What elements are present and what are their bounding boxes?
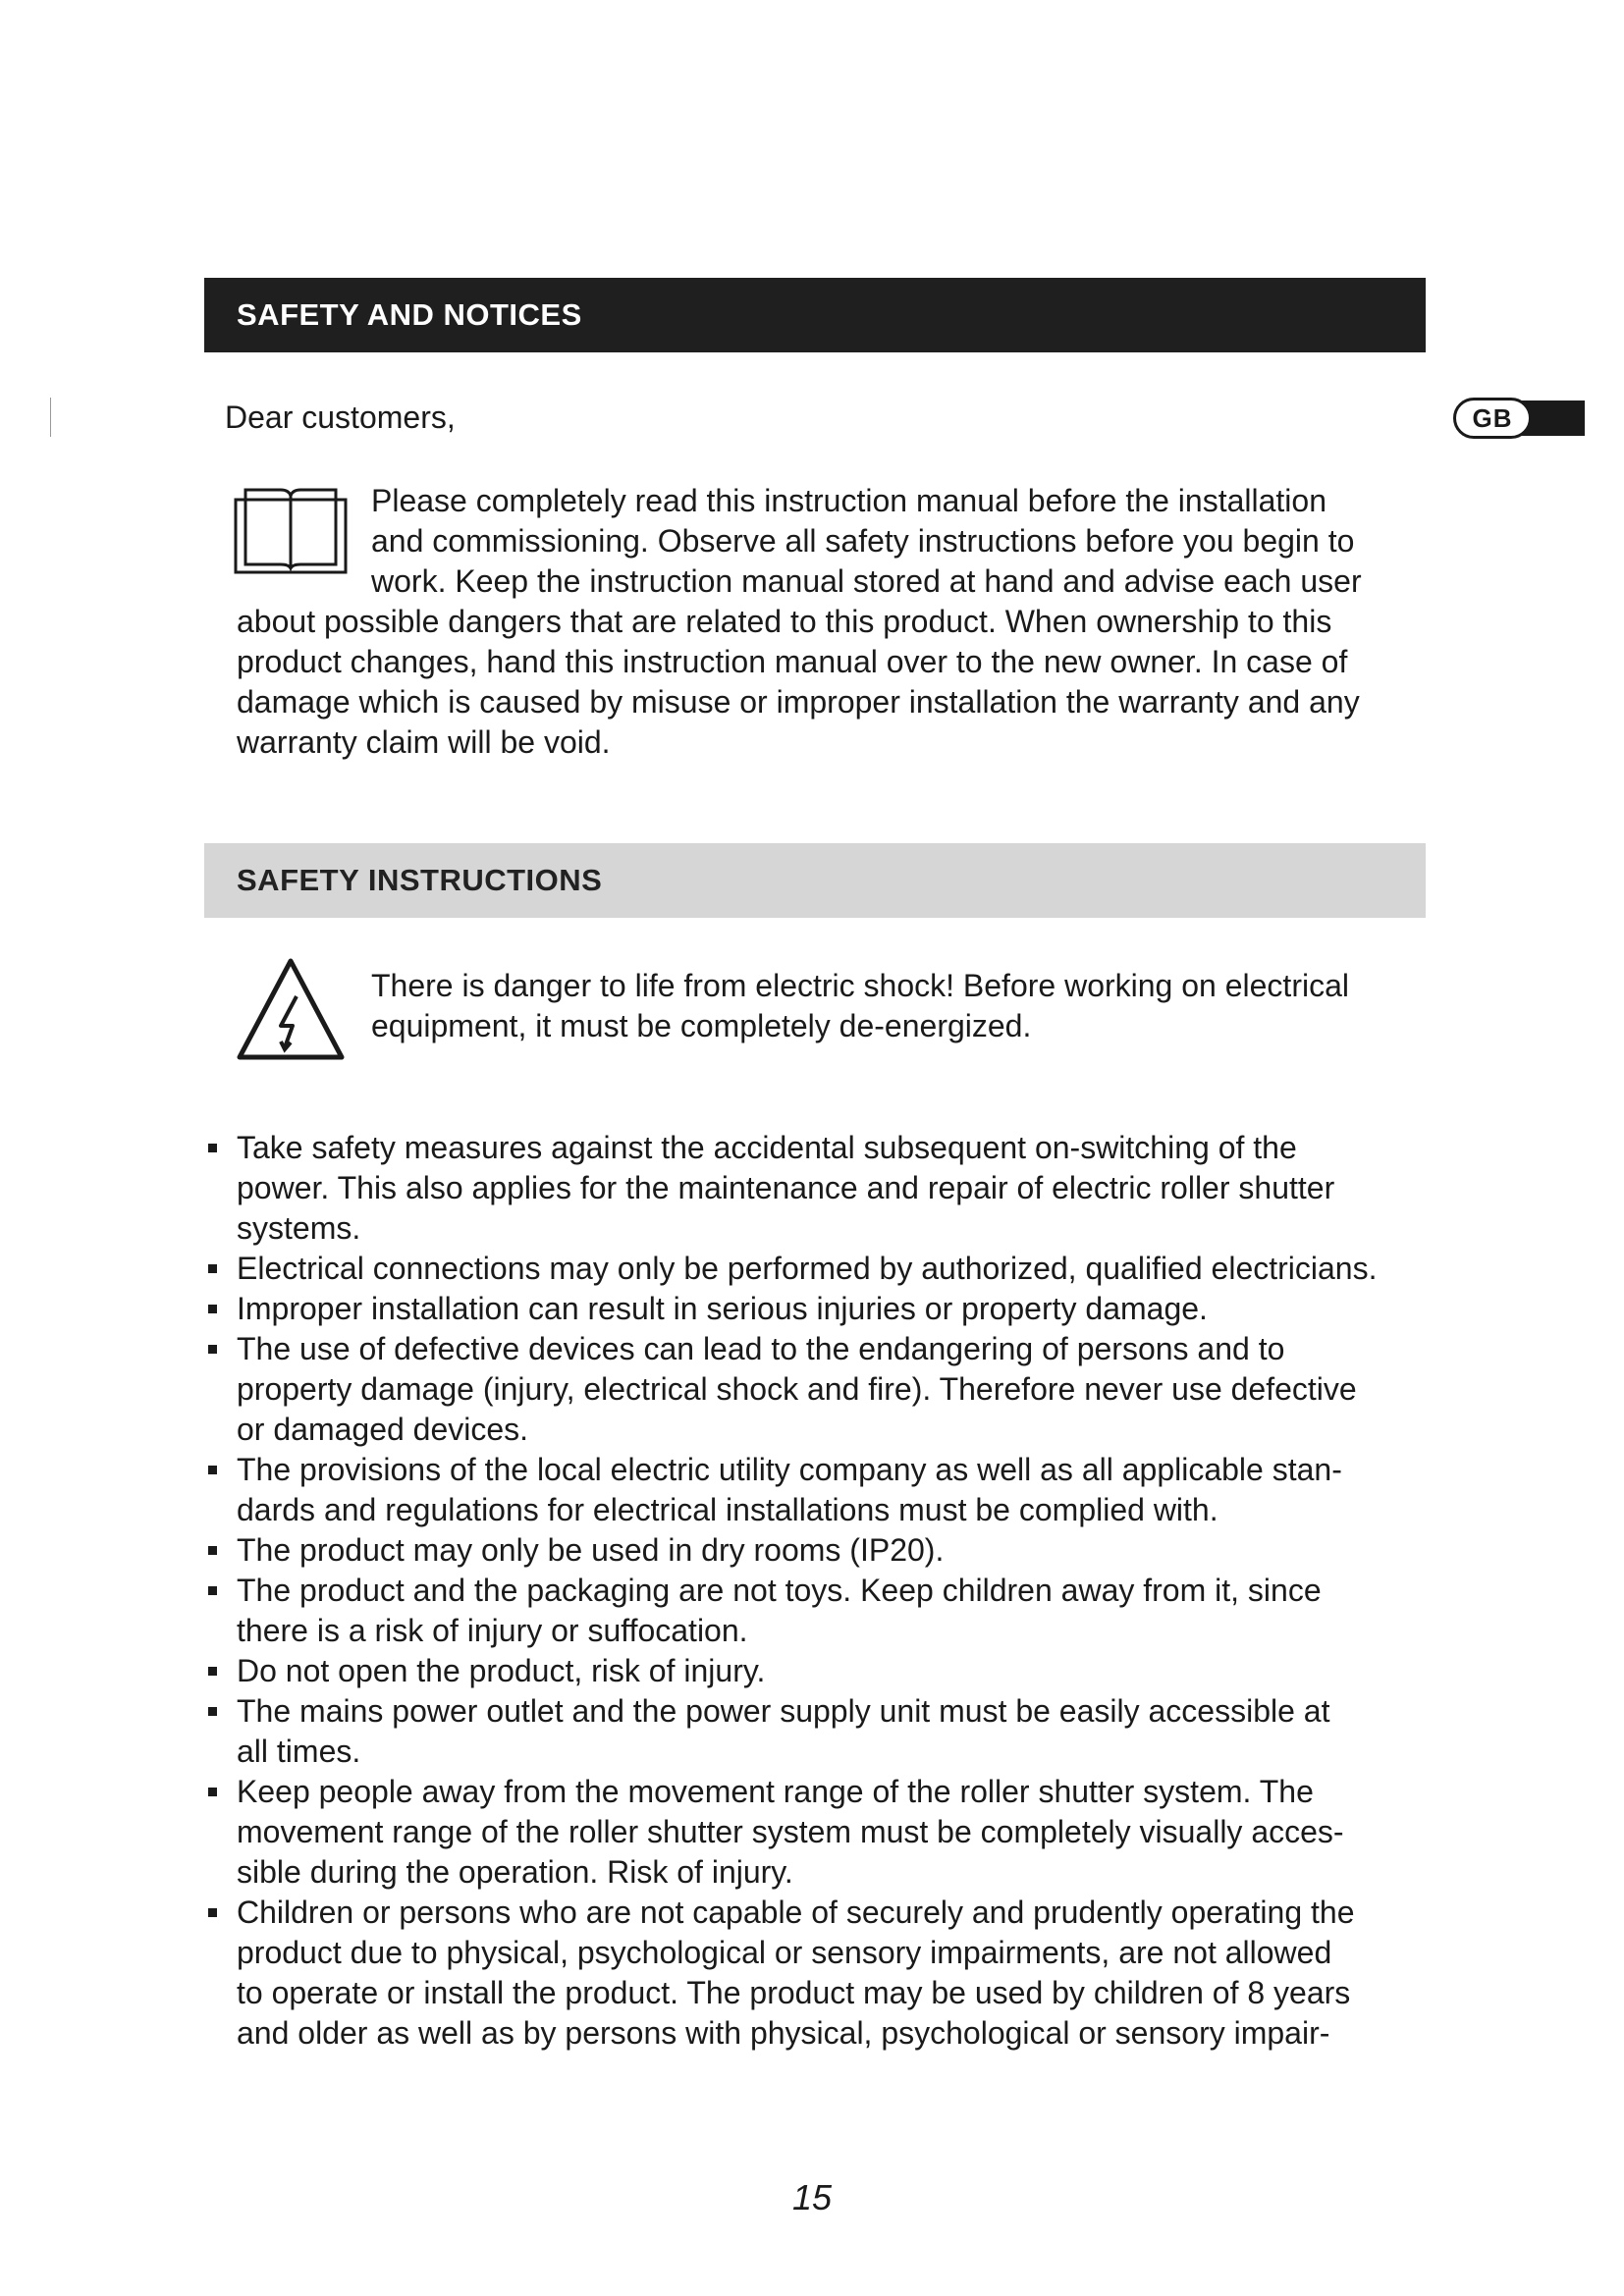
- text-line: product changes, hand this instruction manual over to the new owner. In case of: [237, 644, 1348, 679]
- list-item: [203, 1651, 1470, 1691]
- bullet-square-icon: [208, 1144, 217, 1152]
- bullet-square-icon: [208, 1264, 217, 1273]
- list-item: [203, 1289, 1470, 1329]
- bullet-square-icon: [208, 1586, 217, 1595]
- text-line: about possible dangers that are related to this product. When ownership to this: [237, 604, 1332, 639]
- list-item-text: Electrical connections may only be performed by authorized, qualified electricians.: [237, 1251, 1378, 1286]
- greeting: Dear customers,: [225, 400, 456, 435]
- text-line: Please completely read this instruction manual before the installation: [371, 483, 1326, 518]
- list-item-text: Keep people away from the movement range of the roller shutter system. The movement range of the roller shutter system must be completely visually acces- sible during the operation. Risk of injury.: [237, 1774, 1344, 1890]
- section-header-safety-notices: [204, 278, 1426, 352]
- bullet-square-icon: [208, 1707, 217, 1716]
- bullet-square-icon: [208, 1667, 217, 1676]
- list-item: [203, 1772, 1470, 1893]
- section-header-safety-instructions: [204, 843, 1426, 918]
- bullet-square-icon: [208, 1345, 217, 1354]
- section-title: SAFETY INSTRUCTIONS: [237, 863, 603, 897]
- text-line: warranty claim will be void.: [237, 724, 611, 760]
- list-item: [203, 1450, 1470, 1530]
- list-item-text: The mains power outlet and the power supply unit must be easily accessible at all times.: [237, 1693, 1330, 1769]
- list-item: [203, 1329, 1470, 1450]
- list-item: [203, 1893, 1470, 2054]
- list-item-text: Improper installation can result in serious injuries or property damage.: [237, 1291, 1208, 1326]
- margin-mark: [50, 398, 51, 437]
- section-title: SAFETY AND NOTICES: [237, 297, 582, 332]
- text-line: work. Keep the instruction manual stored at hand and advise each user: [371, 563, 1362, 599]
- manual-book-icon: [232, 482, 350, 580]
- list-item: [203, 1249, 1470, 1289]
- list-item: [203, 1128, 1470, 1249]
- list-item-text: Children or persons who are not capable of securely and prudently operating the product due to physical, psychological or sensory impairments, are not allowed to operate or install the product. The product may be used by children of 8 years and older as well as by persons with physical, psychological or sensory impair-: [237, 1895, 1355, 2051]
- list-item: [203, 1691, 1470, 1772]
- bullet-square-icon: [208, 1466, 217, 1474]
- bullet-square-icon: [208, 1908, 217, 1917]
- bullet-square-icon: [208, 1546, 217, 1555]
- list-item-text: Do not open the product, risk of injury.: [237, 1653, 766, 1688]
- list-item-text: The provisions of the local electric utility company as well as all applicable stan- dards and regulations for electrical installations must be complied with.: [237, 1452, 1342, 1527]
- language-badge: [1453, 398, 1585, 439]
- list-item: [203, 1530, 1470, 1571]
- list-item-text: The product and the packaging are not toys. Keep children away from it, since there is a risk of injury or suffocation.: [237, 1573, 1322, 1648]
- electric-hazard-icon: [234, 955, 348, 1065]
- text-line: and commissioning. Observe all safety instructions before you begin to: [371, 523, 1355, 559]
- text-line: There is danger to life from electric shock! Before working on electrical: [371, 968, 1349, 1003]
- list-item-text: Take safety measures against the accidental subsequent on-switching of the power. This also applies for the maintenance and repair of electric roller shutter systems.: [237, 1130, 1335, 1246]
- bullet-square-icon: [208, 1788, 217, 1796]
- text-line: equipment, it must be completely de-energized.: [371, 1008, 1032, 1043]
- text-line: damage which is caused by misuse or improper installation the warranty and any: [237, 684, 1360, 720]
- list-item: [203, 1571, 1470, 1651]
- language-badge-label: GB: [1453, 398, 1532, 439]
- intro-paragraph-top: [371, 481, 1432, 602]
- electric-warning-text: [371, 966, 1432, 1046]
- list-item-text: The product may only be used in dry rooms (IP20).: [237, 1532, 945, 1568]
- safety-bullet-list: [203, 1128, 1470, 2054]
- list-item-text: The use of defective devices can lead to the endangering of persons and to property damage (injury, electrical shock and fire). Therefore never use defective or damaged devices.: [237, 1331, 1357, 1447]
- page-number: 15: [791, 2177, 833, 2217]
- intro-paragraph-bottom: [237, 602, 1435, 763]
- bullet-square-icon: [208, 1305, 217, 1313]
